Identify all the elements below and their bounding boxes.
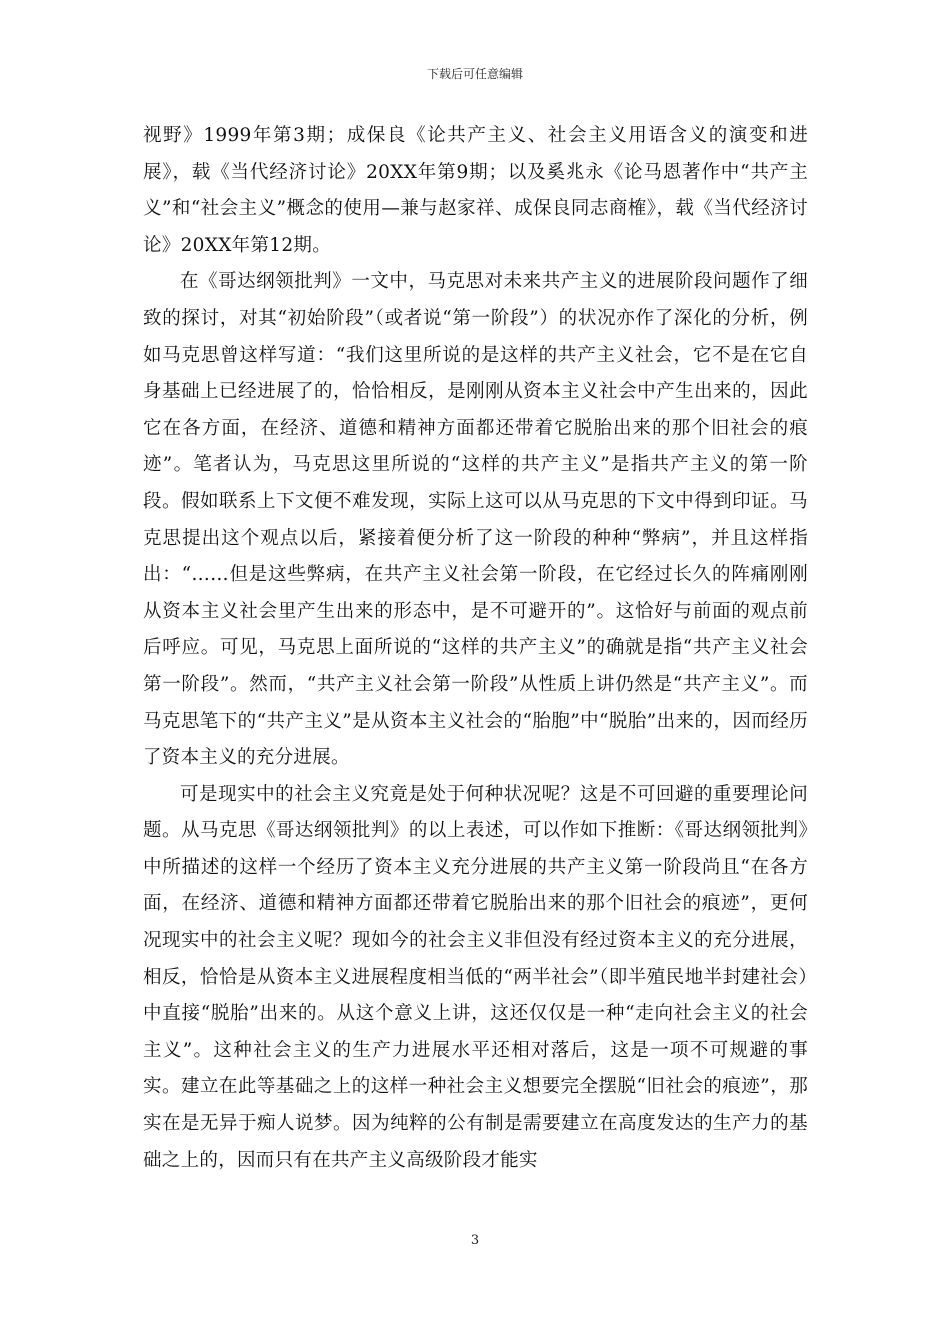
body-text	[143, 118, 808, 1179]
paragraph-real-socialism: 可是现实中的社会主义究竟是处于何种状况呢？这是不可回避的重要理论问题。从马克思《哥达纲领批判》的以上表述，可以作如下推断：《哥达纲领批判》中所描述的这样一个经历了资本主义充分进展的共产主义第一阶段尚且“在各方面，在经济、道德和精神方面都还带着它脱胎出来的那个旧社会的痕迹”，更何况现实中的社会主义呢？现如今的社会主义非但没有经过资本主义的充分进展，相反，恰恰是从资本主义进展程度相当低的“两半社会”（即半殖民地半封建社会）中直接“脱胎”出来的。从这个意义上讲，这还仅仅是一种“走向社会主义的社会主义”。这种社会主义的生产力进展水平还相对落后，这是一项不可规避的事实。建立在此等基础之上的这样一种社会主义想要完全摆脱“旧社会的痕迹”，那实在是无异于痴人说梦。因为纯粹的公有制是需要建立在高度发达的生产力的基础之上的，因而只有在共产主义高级阶段才能实	[143, 783, 808, 1171]
page-number: 3	[470, 1233, 480, 1248]
page-header: 下载后可任意编辑	[426, 67, 523, 81]
paragraph-citation-continuation: 视野》1999年第3期；成保良《论共产主义、社会主义用语含义的演变和进展》，载《当代经济讨论》20XX年第9期；以及奚兆永《论马恩著作中“共产主义”和“社会主义”概念的使用—兼与赵家祥、成保良同志商榷》，载《当代经济讨论》20XX年第12期。	[143, 125, 808, 256]
paragraph-gotha-critique: 在《哥达纲领批判》一文中，马克思对未来共产主义的进展阶段问题作了细致的探讨，对其“初始阶段”（或者说“第一阶段”）的状况亦作了深化的分析，例如马克思曾这样写道：“我们这里所说的是这样的共产主义社会，它不是在它自身基础上已经进展了的，恰恰相反，是刚刚从资本主义社会中产生出来的，因此它在各方面，在经济、道德和精神方面都还带着它脱胎出来的那个旧社会的痕迹”。笔者认为，马克思这里所说的“这样的共产主义”是指共产主义的第一阶段。假如联系上下文便不难发现，实际上这可以从马克思的下文中得到印证。马克思提出这个观点以后，紧接着便分析了这一阶段的种种“弊病”，并且这样指出：“……但是这些弊病，在共产主义社会第一阶段，在它经过长久的阵痛刚刚从资本主义社会里产生出来的形态中，是不可避开的”。这恰好与前面的观点前后呼应。可见，马克思上面所说的“这样的共产主义”的确就是指“共产主义社会第一阶段”。然而，“共产主义社会第一阶段”从性质上讲仍然是“共产主义”。而马克思笔下的“共产主义”是从资本主义社会的“胎胞”中“脱胎”出来的，因而经历了资本主义的充分进展。	[143, 271, 808, 769]
